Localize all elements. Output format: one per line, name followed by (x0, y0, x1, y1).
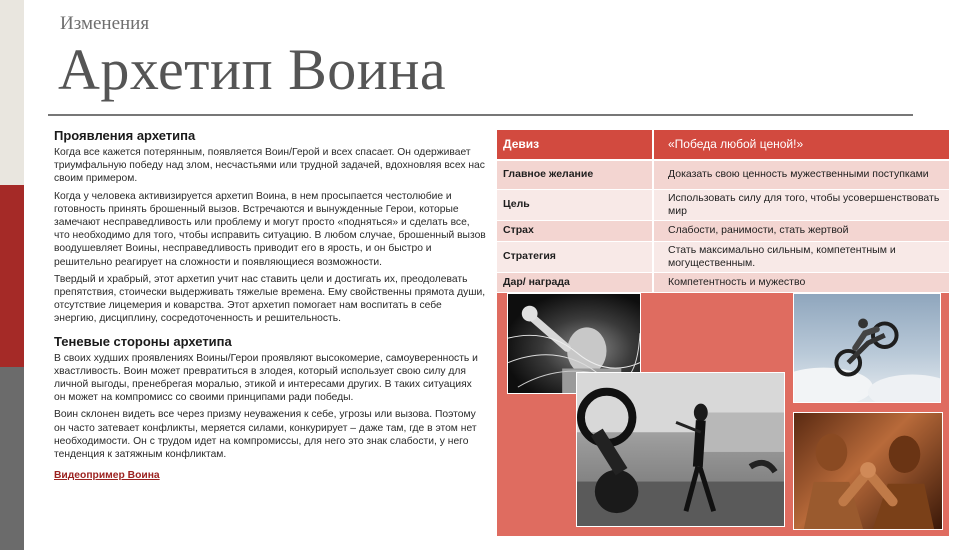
row-label: Стратегия (497, 241, 653, 272)
shadow-heading: Теневые стороны архетипа (54, 333, 232, 349)
table-row (497, 189, 949, 220)
shadow-paragraph: Воин склонен видеть все через призму неуважения к себе, угрозы или вызова. Поэтому он часто затевает конфликты, меряется силами, конкурирует – даже там, где в этом нет необходимости. Он с трудом идет на компромиссы, для него это знак слабости, у него тенденция к затяжным конфликтам. (54, 409, 477, 461)
video-example-link[interactable]: Видеопример Воина (54, 470, 160, 482)
text-column (54, 128, 486, 483)
side-band-top (0, 0, 24, 185)
row-label: Цель (497, 189, 653, 220)
row-label: Страх (497, 220, 653, 241)
motocross-jump-photo (793, 293, 941, 403)
slide-subtitle: Изменения (60, 13, 150, 34)
stunt-bike-woman-photo (576, 372, 785, 527)
slide-title: Архетип Воина (58, 37, 447, 102)
table-row (497, 160, 949, 189)
row-value: Стать максимально сильным, компетентным и могущественным. (653, 241, 949, 272)
table-row (497, 220, 949, 241)
row-value: Слабости, ранимости, стать жертвой (653, 220, 949, 241)
table-row (497, 241, 949, 272)
row-value: Доказать свою ценность мужественными поступками (653, 160, 949, 189)
row-label: Дар/ награда (497, 272, 653, 292)
motto-label: Девиз (497, 130, 653, 160)
shadow-paragraph: В своих худших проявлениях Воины/Герои проявляют высокомерие, самоуверенность и хвастливость. Воин может превратиться в злодея, который использует свою силу для личной выгоды, пренебрегая моралью, этикой и интересами других. В таких ситуациях он может на компромисс со своими принципами ради победы. (54, 352, 478, 404)
motto-value: «Победа любой ценой!» (653, 130, 949, 160)
row-value: Использовать силу для того, чтобы усовершенствовать мир (653, 189, 949, 220)
manifestations-heading: Проявления архетипа (54, 128, 196, 143)
row-label: Главное желание (497, 160, 653, 189)
side-band-accent (0, 185, 24, 367)
side-band-bottom (0, 367, 24, 550)
manifestations-paragraph: Твердый и храбрый, этот архетип учит нас ставить цели и достигать их, преодолевать препятствия, стоически выдерживать тяжелые времена. Ему свойственны прямота души, отсутствие лицемерия и коварства. Этот архетип помогает нам воспитать в себе энергию, дисциплину, сосредоточенность и решительность. (54, 273, 486, 325)
table-header-row (497, 130, 949, 160)
table-row (497, 272, 949, 292)
manifestations-paragraph: Когда все кажется потерянным, появляется Воин/Герой и всех спасает. Он одерживает триумфальную победу над злом, несчастьями или трудной задачей, вдохновляя всех нас своим примером. (54, 147, 485, 185)
row-value: Компетентность и мужество (653, 272, 949, 292)
archetype-table (497, 130, 949, 293)
manifestations-paragraph: Когда у человека активизируется архетип Воина, в нем просыпается честолюбие и готовность принять брошенный вызов. Встречаются и вынужденные Герои, которые замечают несправедливость или проблему и могут просто «подняться» и сделать все, что необходимо для того, чтобы исправить ситуацию. В любом случае, брошенный вызов воодушевляет Воины, несправедливость приводит его в ярость, и он быстро и решительно реагирует на сложности и появляющиеся возможности. (54, 190, 486, 268)
arm-wrestling-photo (793, 412, 943, 530)
title-divider (48, 114, 913, 116)
